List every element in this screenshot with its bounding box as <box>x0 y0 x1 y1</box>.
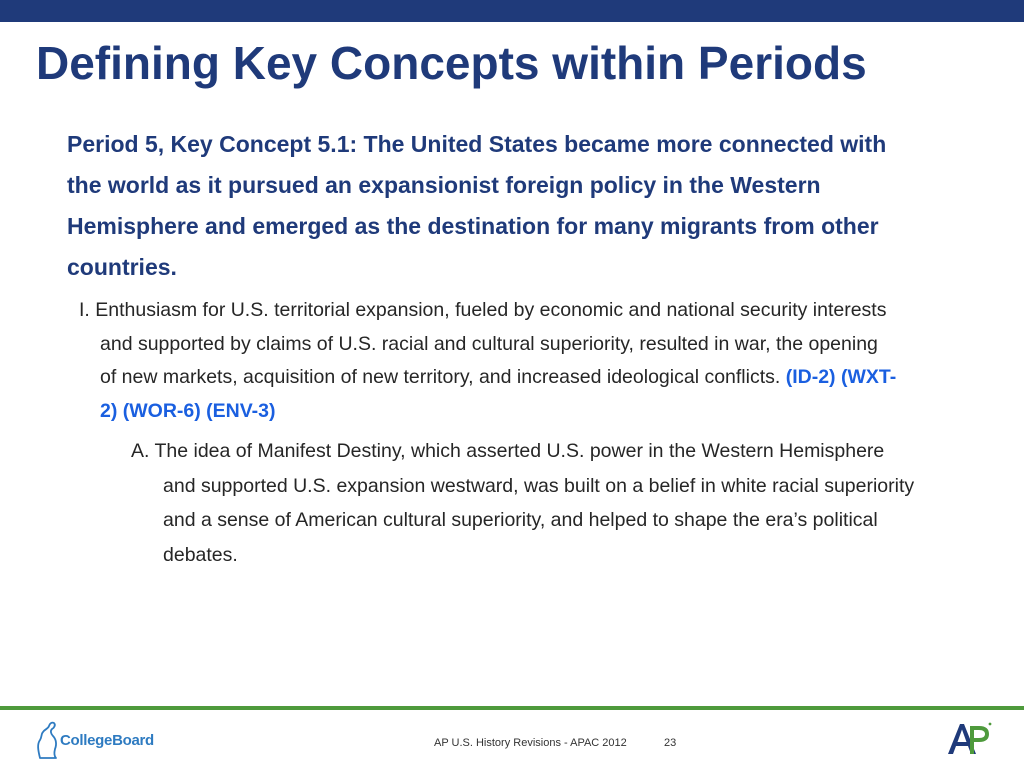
point-i-text: I. Enthusiasm for U.S. territorial expansion, fueled by economic and national security interests and supported by claims of U.S. racial and cultural superiority, resulted in war, the opening of new markets, acquisition of new territory, and increased ideological conflicts. <box>79 299 887 388</box>
collegeboard-logo <box>36 718 154 762</box>
collegeboard-wordmark: CollegeBoard <box>60 731 154 749</box>
page-number: 23 <box>664 737 677 749</box>
ap-logo <box>946 720 992 756</box>
key-concept-heading: Period 5, Key Concept 5.1: The United States became more connected with the world as it pursued an expansionist foreign policy in the Western Hemisphere and emerged as the destination for many migrants from other countries. <box>67 131 887 280</box>
footer-text: AP U.S. History Revisions - APAC 2012 <box>434 737 627 749</box>
slide-title: Defining Key Concepts within Periods <box>36 37 867 89</box>
top-bar <box>0 0 1024 22</box>
acorn-icon <box>36 720 58 760</box>
footer-divider <box>0 706 1024 710</box>
point-a: A. The idea of Manifest Destiny, which asserted U.S. power in the Western Hemisphere and supported U.S. expansion westward, was built on a belief in white racial superiority and a sense of American cultural superiority, and helped to shape the era’s political debates. <box>131 440 915 566</box>
theme-codes: (ID-2) (WXT-2) (WOR-6) (ENV-3) <box>100 366 897 422</box>
point-i <box>79 294 899 428</box>
